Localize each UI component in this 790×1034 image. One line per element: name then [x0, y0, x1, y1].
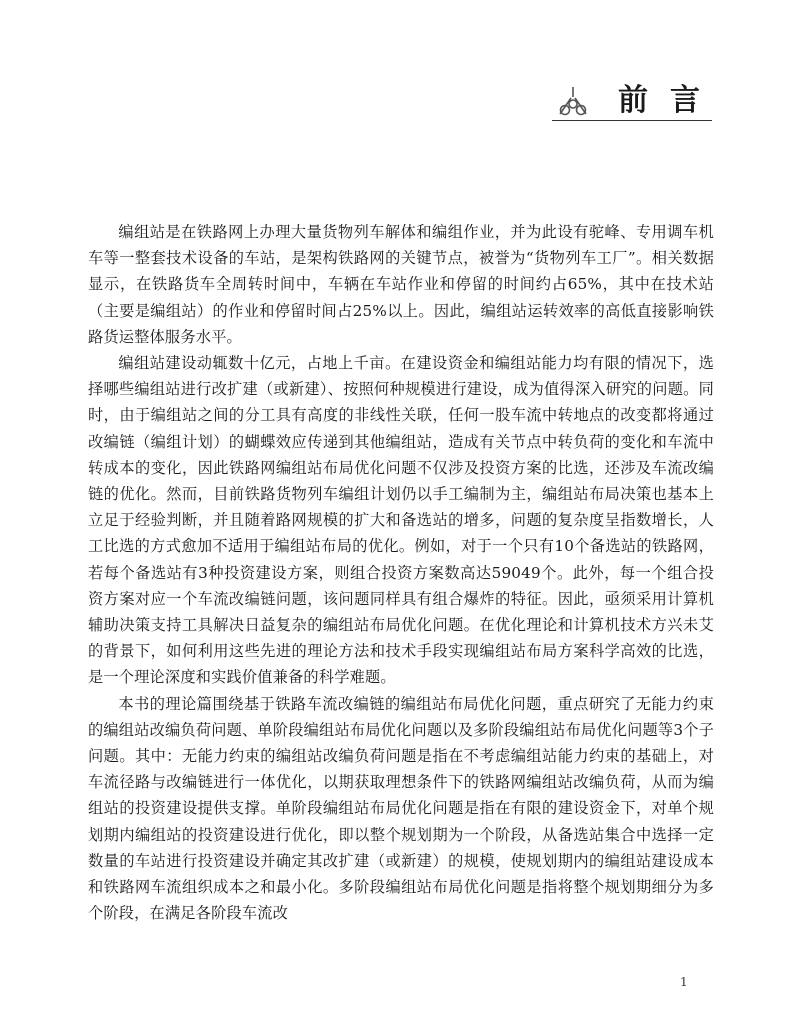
page-number: 1: [680, 975, 688, 989]
paragraph-2: 编组站建设动辄数十亿元，占地上千亩。在建设资金和编组站能力均有限的情况下，选择哪些编组站进行改扩建（或新建）、按照何种规模进行建设，成为值得深入研究的问题。同时，由于编组站之间的分工具有高度的非线性关联，任何一股车流中转地点的改变都将通过改编链（编组计划）的蝴蝶效应传递到其他编组站，造成有关节点中转负荷的变化和车流中转成本的变化，因此铁路网编组站布局优化问题不仅涉及投资方案的比选，还涉及车流改编链的优化。然而，目前铁路货物列车编组计划仍以手工编制为主，编组站布局决策也基本上立足于经验判断，并且随着路网规模的扩大和备选站的增多，问题的复杂度呈指数增长，人工比选的方式愈加不适用于编组站布局的优化。例如，对于一个只有10个备选站的铁路网，若每个备选站有3种投资建设方案，则组合投资方案数高达59049个。此外，每一个组合投资方案对应一个车流改编链问题，该问题同样具有组合爆炸的特征。因此，亟须采用计算机辅助决策支持工具解决日益复杂的编组站布局优化问题。在优化理论和计算机技术方兴未艾的背景下，如何利用这些先进的理论方法和技术手段实现编组站布局方案科学高效的比选，是一个理论深度和实践价值兼备的科学难题。: [88, 354, 714, 687]
page-title: 前言: [618, 83, 722, 118]
triangle-circles-logo-icon: [556, 84, 590, 118]
paragraph-3: 本书的理论篇围绕基于铁路车流改编链的编组站布局优化问题，重点研究了无能力约束的编组站改编负荷问题、单阶段编组站布局优化问题以及多阶段编组站布局优化问题等3个子问题。其中：无能力约束的编组站改编负荷问题是指在不考虑编组站能力约束的基础上，对车流径路与改编链进行一体优化，以期获取理想条件下的铁路网编组站改编负荷，从而为编组站的投资建设提供支撑。单阶段编组站布局优化问题是指在有限的建设资金下，对单个规划期内编组站的投资建设进行优化，即以整个规划期为一个阶段，从备选站集合中选择一定数量的车站进行投资建设并确定其改扩建（或新建）的规模，使规划期内的编组站建设成本和铁路网车流组织成本之和最小化。多阶段编组站布局优化问题是指将整个规划期细分为多个阶段，在满足各阶段车流改: [88, 694, 714, 923]
preface-body: [88, 219, 714, 926]
header-divider: [552, 120, 712, 121]
chapter-header: [552, 82, 722, 122]
paragraph-1: 编组站是在铁路网上办理大量货物列车解体和编组作业，并为此设有驼峰、专用调车机车等一整套技术设备的车站，是架构铁路网的关键节点，被誉为“货物列车工厂”。相关数据显示，在铁路货车全周转时间中，车辆在车站作业和停留的时间约占65%，其中在技术站（主要是编组站）的作业和停留时间占25%以上。因此，编组站运转效率的高低直接影响铁路货运整体服务水平。: [88, 223, 714, 346]
